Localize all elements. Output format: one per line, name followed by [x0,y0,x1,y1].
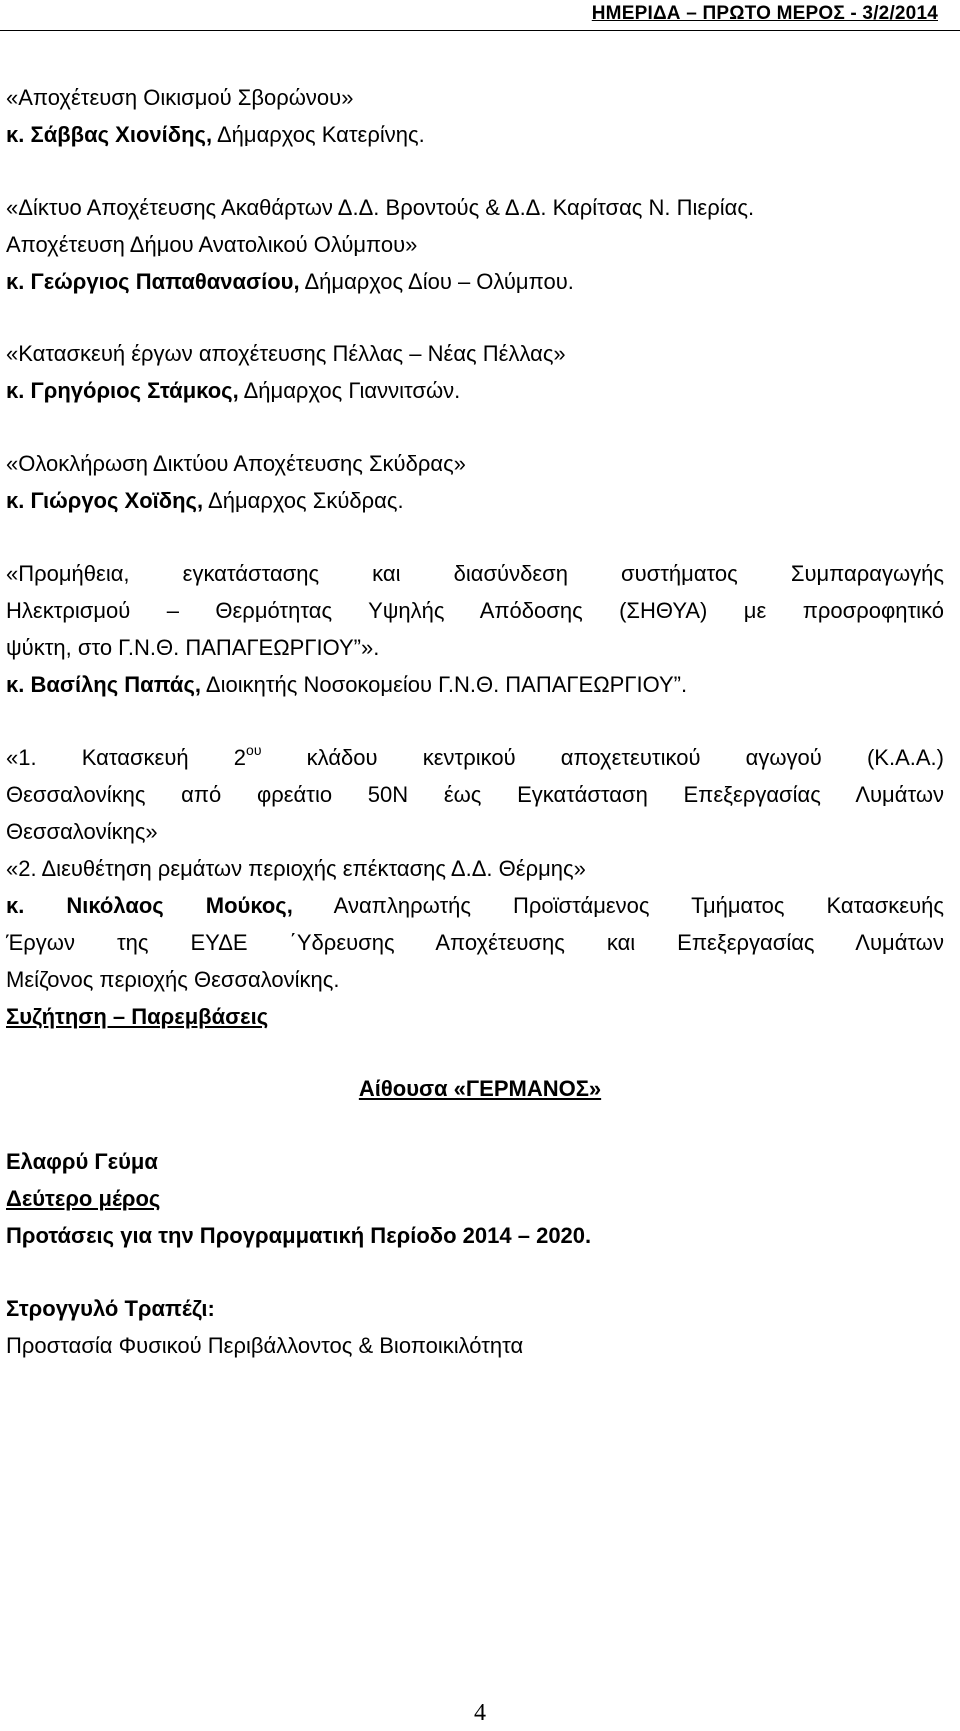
talk-6-speaker-line3: Μείζονος περιοχής Θεσσαλονίκης. [6,967,340,992]
talk-5-title-line2: Ηλεκτρισμού – Θερμότητας Υψηλής Απόδοσης (ΣΗΘΥΑ) με προσροφητικό [6,598,944,623]
talk-5-title-line1: «Προμήθεια, εγκατάστασης και διασύνδεση συστήματος Συμπαραγωγής [6,561,944,586]
talk-6-title-line2: Θεσσαλονίκης από φρεάτιο 50Ν έως Εγκατάσταση Επεξεργασίας Λυμάτων [6,782,944,807]
light-lunch: Ελαφρύ Γεύμα [6,1149,158,1174]
round-table-heading: Στρογγυλό Τραπέζι: [6,1296,215,1321]
talk-3-speaker [6,373,460,409]
talk-6-title-line4: «2. Διευθέτηση ρεμάτων περιοχής επέκτασης Δ.Δ. Θέρμης» [6,856,586,881]
talk-2-title-line1: «Δίκτυο Αποχέτευσης Ακαθάρτων Δ.Δ. Βροντούς & Δ.Δ. Καρίτσας Ν. Πιερίας. [6,195,755,220]
talk-6-speaker-line1 [6,888,944,924]
talk-6-title-line1 [6,740,944,776]
speaker-name: κ. Νικόλαος Μούκος, [6,893,293,918]
title-part: «1. Κατασκευή 2 [6,745,247,770]
ordinal-suffix: ου [246,742,262,758]
talk-6-title-line3: Θεσσαλονίκης» [6,819,158,844]
round-table-topic: Προστασία Φυσικού Περιβάλλοντος & Βιοποικιλότητα [6,1333,524,1358]
talk-2-speaker [6,264,574,300]
speaker-role: Αναπληρωτής Προϊστάμενος Τμήματος Κατασκευής [292,893,944,918]
speaker-role: Δήμαρχος Κατερίνης. [212,122,425,147]
speaker-name: κ. Γεώργιος Παπαθανασίου, [6,269,300,294]
speaker-role: Διοικητής Νοσοκομείου Γ.Ν.Θ. ΠΑΠΑΓΕΩΡΓΙΟΥ”. [201,672,688,697]
proposals-heading: Προτάσεις για την Προγραμματική Περίοδο 2014 – 2020. [6,1223,592,1248]
talk-6-speaker-line2: Έργων της ΕΥΔΕ ΄Υδρευσης Αποχέτευσης και Επεξεργασίας Λυμάτων [6,930,944,955]
speaker-name: κ. Γιώργος Χοϊδης, [6,488,204,513]
page-header: ΗΜΕΡΙΔΑ – ΠΡΩΤΟ ΜΕΡΟΣ - 3/2/2014 [591,3,938,24]
speaker-role: Δήμαρχος Γιαννιτσών. [238,378,461,403]
speaker-role: Δήμαρχος Δίου – Ολύμπου. [299,269,574,294]
talk-5-title-line3: ψύκτη, στο Γ.Ν.Θ. ΠΑΠΑΓΕΩΡΓΙΟΥ”». [6,635,380,660]
speaker-name: κ. Σάββας Χιονίδης, [6,122,213,147]
discussion-heading: Συζήτηση – Παρεμβάσεις [6,1004,269,1029]
speaker-name: κ. Βασίλης Παπάς, [6,672,202,697]
title-part: κλάδου κεντρικού αποχετευτικού αγωγού (Κ.Α.Α.) [261,745,944,770]
speaker-name: κ. Γρηγόριος Στάμκος, [6,378,239,403]
talk-3-title: «Κατασκευή έργων αποχέτευσης Πέλλας – Νέας Πέλλας» [6,341,566,366]
talk-5-speaker [6,667,687,703]
room-heading: Αίθουσα «ΓΕΡΜΑΝΟΣ» [358,1076,602,1101]
page-number: 4 [474,1700,486,1726]
talk-2-title-line2: Αποχέτευση Δήμου Ανατολικού Ολύμπου» [6,232,418,257]
talk-4-title: «Ολοκλήρωση Δικτύου Αποχέτευσης Σκύδρας» [6,451,466,476]
talk-4-speaker [6,483,404,519]
second-part-heading: Δεύτερο μέρος [6,1186,161,1211]
header-rule [0,30,960,31]
speaker-role: Δήμαρχος Σκύδρας. [203,488,404,513]
talk-1-title: «Αποχέτευση Οικισμού Σβορώνου» [6,85,354,110]
talk-1-speaker [6,117,425,153]
